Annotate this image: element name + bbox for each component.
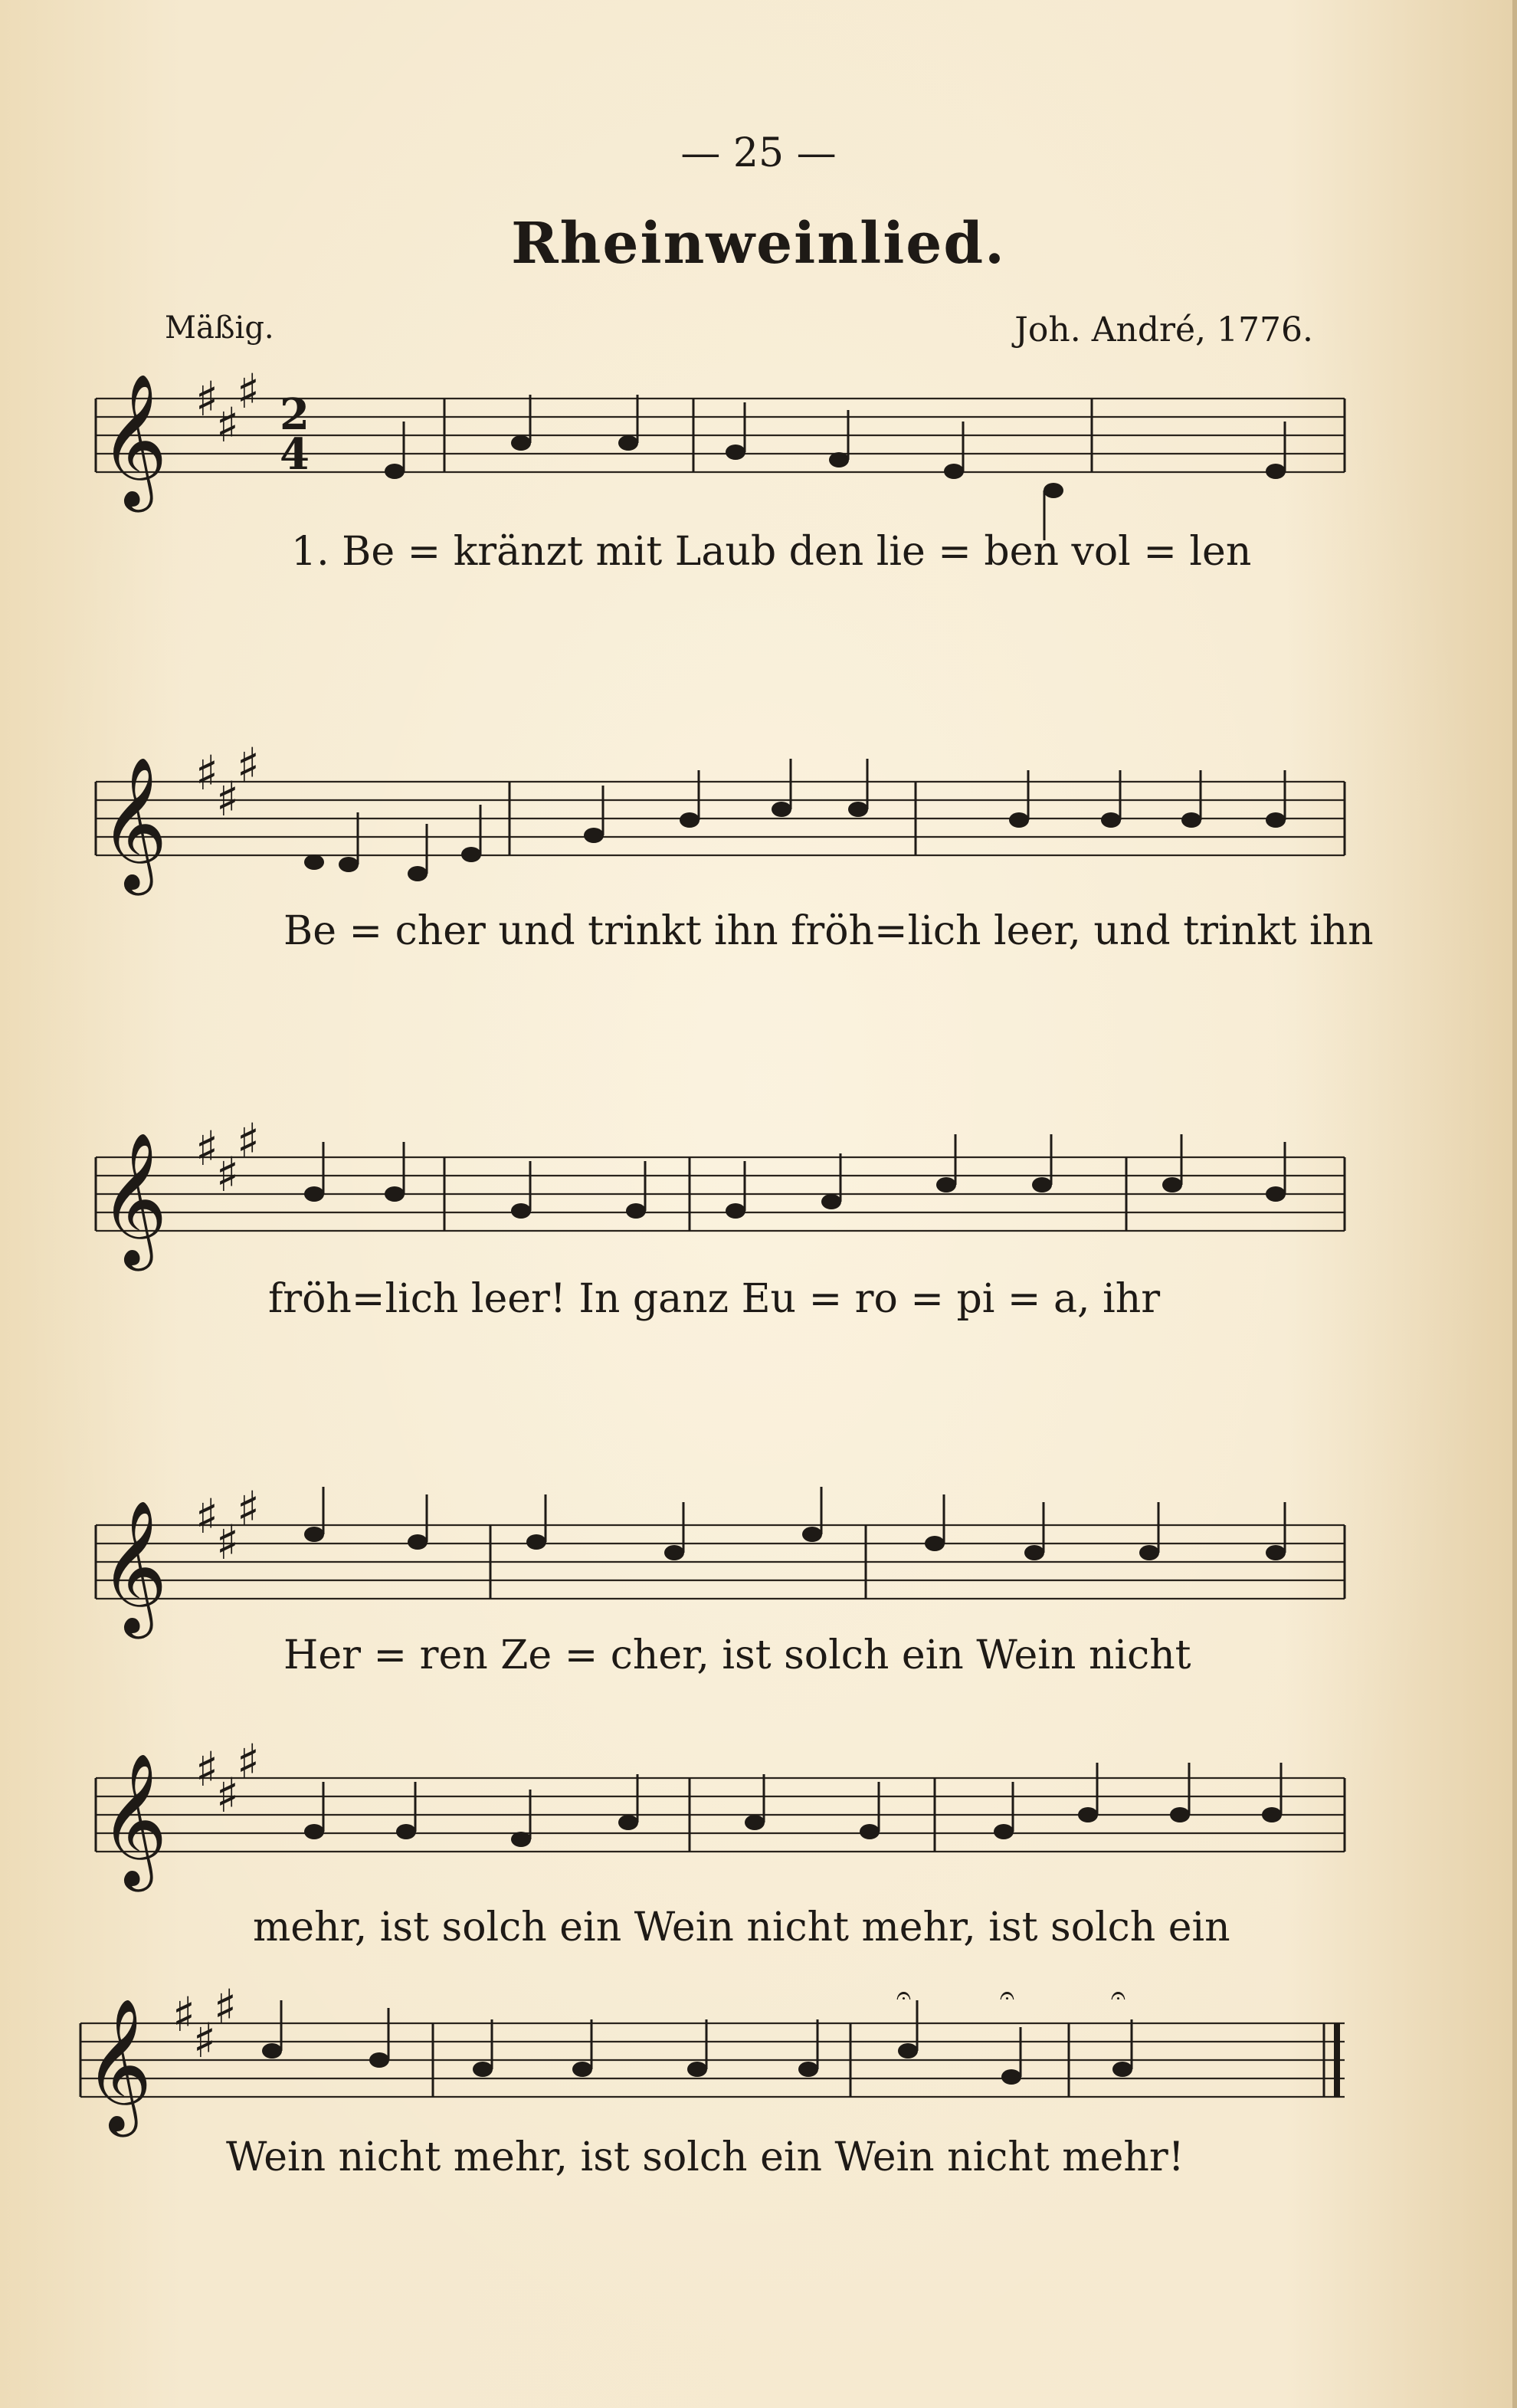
composer-credit: Joh. André, 1776. [1014,310,1313,349]
svg-text:♯: ♯ [216,1767,240,1823]
svg-text:♯: ♯ [195,1488,219,1544]
lyric-line-5: mehr, ist solch ein Wein nicht mehr, ist solch ein [253,1904,1230,1950]
page-number: — 25 — [680,130,837,176]
lyric-line-1: 1. Be = kränzt mit Laub den lie = ben vol = len [291,529,1252,575]
svg-text:𝄞: 𝄞 [100,756,168,890]
svg-text:♯: ♯ [216,771,240,827]
time-signature-top: 2 [280,389,310,440]
svg-text:♯: ♯ [237,1481,260,1537]
svg-text:♯: ♯ [195,1741,219,1797]
svg-text:𝄞: 𝄞 [100,1500,168,1633]
tempo-marking: Mäßig. [165,310,274,346]
svg-text:♯: ♯ [216,1514,240,1570]
svg-text:♯: ♯ [237,737,260,793]
svg-text:♯: ♯ [195,1120,219,1176]
fermata-icon: 𝄐 [1000,1980,1014,2011]
svg-text:♯: ♯ [172,1986,196,2042]
svg-text:♯: ♯ [216,1147,240,1202]
svg-text:𝄞: 𝄞 [84,1998,152,2131]
svg-text:♯: ♯ [237,363,260,419]
svg-text:♯: ♯ [237,1113,260,1169]
svg-text:♯: ♯ [195,745,219,801]
fermata-icon: 𝄐 [896,1980,911,2011]
lyric-line-3: fröh=lich leer! In ganz Eu = ro = pi = a, ihr [268,1276,1161,1322]
svg-text:♯: ♯ [216,397,240,453]
treble-clef-icon: 𝄞 [100,373,168,507]
fermata-icon: 𝄐 [1111,1980,1125,2011]
svg-text:♯: ♯ [237,1734,260,1790]
lyric-line-4: Her = ren Ze = cher, ist solch ein Wein nicht [283,1632,1191,1678]
svg-text:♯: ♯ [193,2013,217,2068]
lyric-line-2: Be = cher und trinkt ihn fröh=lich leer, und trinkt ihn [283,908,1374,954]
song-title: Rheinweinlied. [511,211,1006,277]
time-signature-bottom: 4 [280,429,310,480]
svg-text:♯: ♯ [214,1979,238,2035]
lyric-line-6: Wein nicht mehr, ist solch ein Wein nicht mehr! [226,2134,1184,2180]
svg-text:𝄞: 𝄞 [100,1132,168,1265]
svg-text:𝄞: 𝄞 [100,1753,168,1886]
svg-text:♯: ♯ [195,371,219,427]
